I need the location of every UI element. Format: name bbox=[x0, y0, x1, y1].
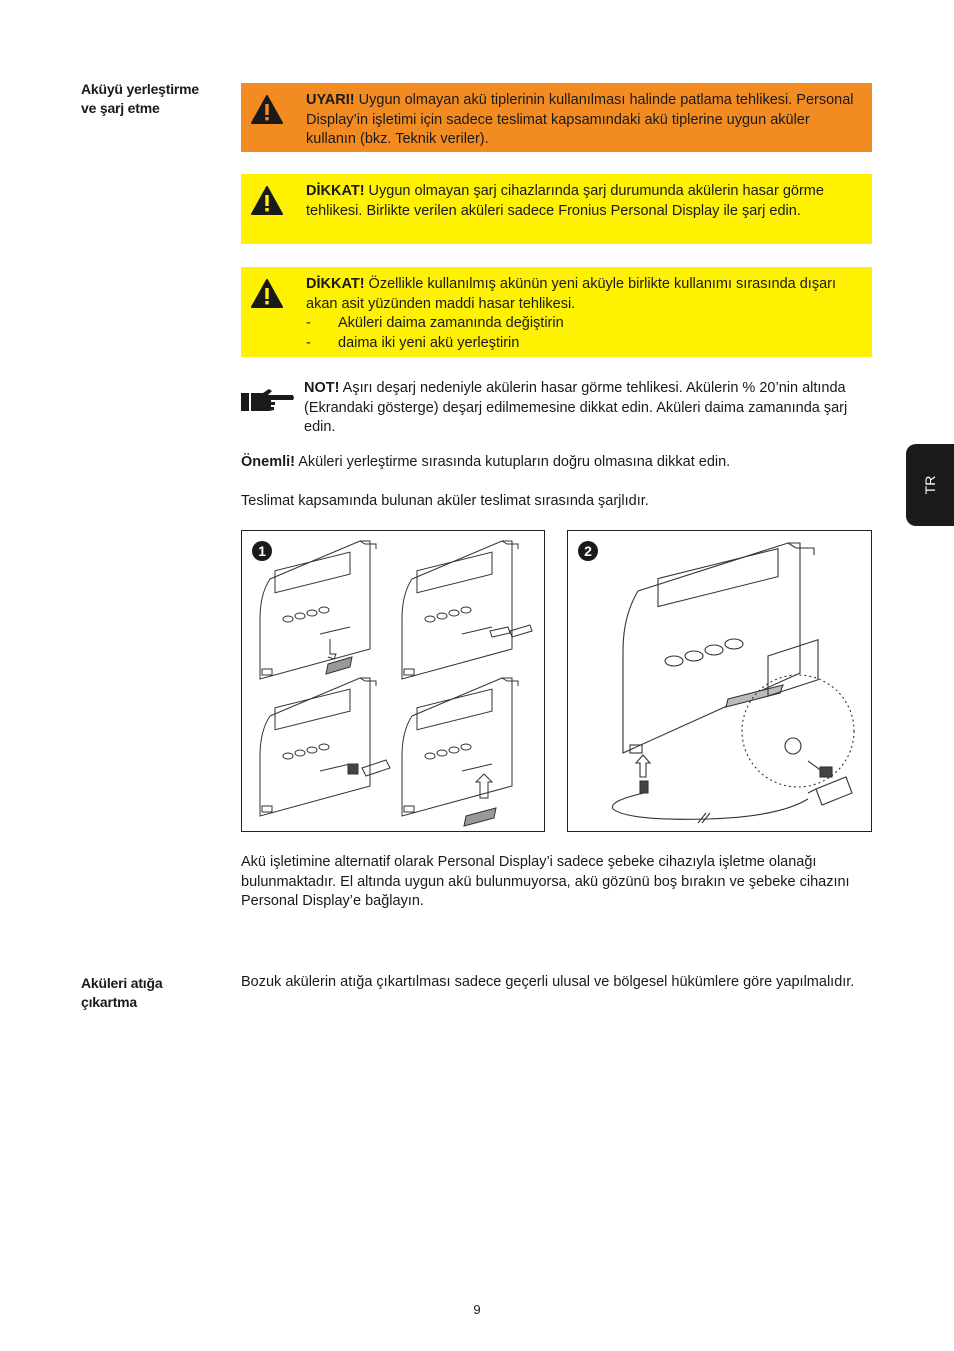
list-item: - Aküleri daima zamanında değiştirin bbox=[306, 315, 564, 331]
warning-triangle-icon bbox=[250, 94, 284, 125]
note-text: Aşırı deşarj nedeniyle akülerin hasar görme tehlikesi. Akülerin % 20’nin altında (Ekrandaki gösterge) deşarj edilmemesine dikkat edin. Aküleri daima zamanında şarj edin. bbox=[304, 380, 848, 435]
language-tab-label: TR bbox=[922, 475, 938, 495]
caution-keyword: DİKKAT! bbox=[306, 183, 365, 199]
language-tab bbox=[906, 444, 954, 526]
disposal-paragraph: Bozuk akülerin atığa çıkartılması sadece geçerli ulusal ve bölgesel hükümlere göre yapılmalıdır. bbox=[241, 974, 855, 990]
pointing-hand-icon bbox=[241, 387, 295, 413]
warning-keyword: UYARI! bbox=[306, 92, 355, 108]
note-block bbox=[241, 379, 872, 438]
note-keyword: NOT! bbox=[304, 380, 340, 396]
important-keyword: Önemli! bbox=[241, 454, 295, 470]
warning-text: Uygun olmayan akü tiplerinin kullanılması halinde patlama tehlikesi. Personal Display’in işletimi için sadece teslimat kapsamındaki akü tiplerine uygun aküler kullanın (bkz. Teknik veriler). bbox=[306, 92, 854, 147]
warning-triangle-icon bbox=[250, 278, 284, 309]
important-text: Aküleri yerleştirme sırasında kutupların doğru olmasına dikkat edin. bbox=[294, 454, 731, 470]
figure-power-supply-connection bbox=[567, 530, 872, 832]
caution-keyword: DİKKAT! bbox=[306, 276, 365, 292]
battery-insert-illustration bbox=[242, 531, 544, 831]
caution-text: Uygun olmayan şarj cihazlarında şarj durumunda akülerin hasar görme tehlikesi. Birlikte verilen aküleri sadece Fronius Personal Display ile şarj edin. bbox=[306, 183, 824, 219]
figure-number-badge: 2 bbox=[578, 541, 598, 561]
warning-triangle-icon bbox=[250, 185, 284, 216]
list-item: - daima iki yeni akü yerleştirin bbox=[306, 334, 520, 351]
alternative-paragraph: Akü işletimine alternatif olarak Personal Display’i sadece şebeke cihazıyla işletme olanağı bulunmaktadır. El altında uygun akü bulunmuyorsa, akü gözünü boş bırakın ve şebeke cihazını Personal Display’e bağlayın. bbox=[241, 854, 850, 909]
caution-box-charger bbox=[241, 174, 872, 244]
caution-box-acid bbox=[241, 267, 872, 357]
page-number: 9 bbox=[473, 1302, 481, 1317]
caution-text: Özellikle kullanılmış akünün yeni aküyle birlikte kullanımı sırasında dışarı akan asit yüzünden maddi hasar tehlikesi. bbox=[306, 276, 836, 312]
figure-battery-insert-steps bbox=[241, 530, 545, 832]
important-paragraph bbox=[241, 453, 872, 473]
power-supply-illustration bbox=[568, 531, 871, 831]
delivery-paragraph: Teslimat kapsamında bulunan aküler teslimat sırasında şarjlıdır. bbox=[241, 493, 649, 509]
section-heading-battery-insert: Aküyü yerleştirme ve şarj etme bbox=[81, 81, 199, 116]
warning-box bbox=[241, 83, 872, 152]
section-heading-battery-disposal: Aküleri atığa çıkartma bbox=[81, 975, 163, 1010]
figure-number-badge: 1 bbox=[252, 541, 272, 561]
